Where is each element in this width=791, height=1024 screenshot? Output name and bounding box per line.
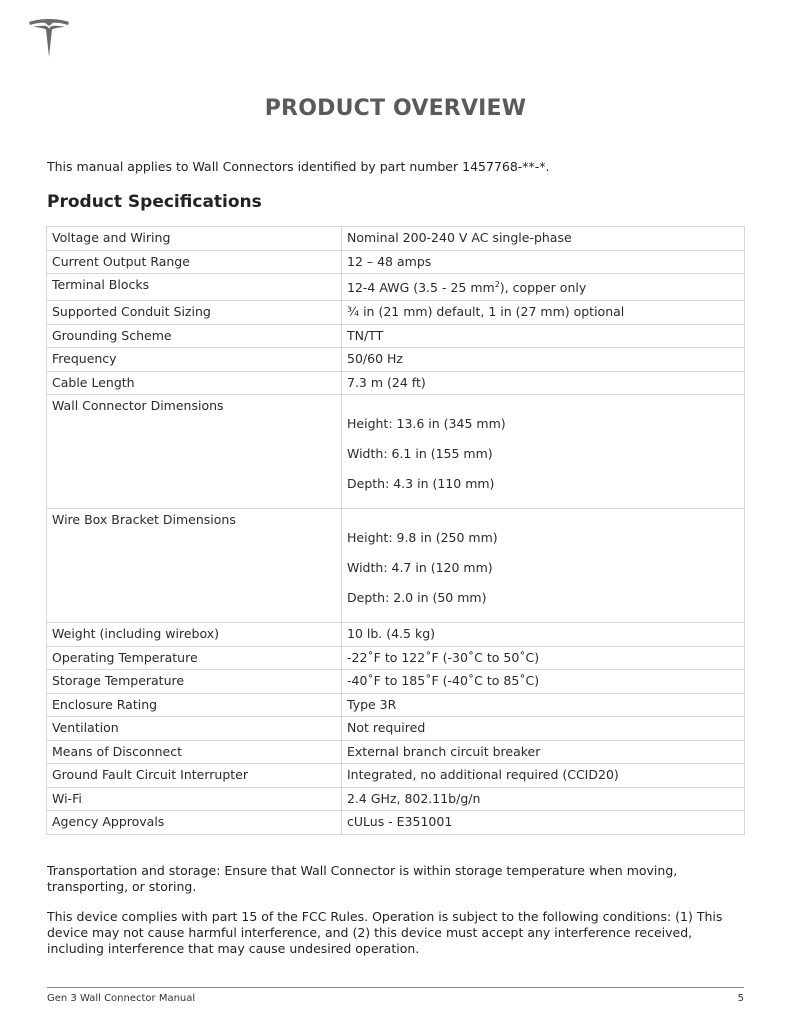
intro-text: This manual applies to Wall Connectors identified by part number 1457768-**-*. — [47, 159, 550, 174]
spec-value: External branch circuit breaker — [342, 740, 745, 764]
spec-value-part: 12-4 AWG (3.5 - 25 mm — [347, 280, 495, 295]
table-row — [47, 811, 745, 835]
dimension-depth: Depth: 2.0 in (50 mm) — [347, 590, 487, 605]
spec-label: Terminal Blocks — [47, 274, 342, 301]
dimension-width: Width: 4.7 in (120 mm) — [347, 560, 493, 575]
table-row — [47, 693, 745, 717]
tesla-t-logo-icon — [27, 18, 71, 58]
spec-label: Grounding Scheme — [47, 324, 342, 348]
table-row — [47, 227, 745, 251]
fcc-note: This device complies with part 15 of the FCC Rules. Operation is subject to the following conditions: (1) This device may not cause harmful interference, and (2) this device must accept any interference received, including interference that may cause undesired operation. — [47, 909, 723, 956]
spec-value-part: ), copper only — [499, 280, 587, 295]
spec-label: Voltage and Wiring — [47, 227, 342, 251]
spec-value: cULus - E351001 — [342, 811, 745, 835]
table-row — [47, 509, 745, 623]
spec-value — [342, 395, 745, 509]
spec-label: Enclosure Rating — [47, 693, 342, 717]
spec-label: Weight (including wirebox) — [47, 623, 342, 647]
spec-label: Storage Temperature — [47, 670, 342, 694]
spec-label: Wire Box Bracket Dimensions — [47, 509, 342, 623]
dimension-depth: Depth: 4.3 in (110 mm) — [347, 476, 495, 491]
table-row — [47, 646, 745, 670]
spec-value — [342, 274, 745, 301]
spec-value: 7.3 m (24 ft) — [342, 371, 745, 395]
spec-label: Wi-Fi — [47, 787, 342, 811]
table-row — [47, 623, 745, 647]
spec-label: Current Output Range — [47, 250, 342, 274]
spec-value: Nominal 200-240 V AC single-phase — [342, 227, 745, 251]
spec-label: Ground Fault Circuit Interrupter — [47, 764, 342, 788]
transport-note: Transportation and storage: Ensure that Wall Connector is within storage temperature when moving, transporting, or storing. — [47, 863, 678, 894]
table-row — [47, 787, 745, 811]
spec-value: Integrated, no additional required (CCID20) — [342, 764, 745, 788]
table-row — [47, 274, 745, 301]
footer-manual-name: Gen 3 Wall Connector Manual — [47, 993, 196, 1004]
table-row — [47, 371, 745, 395]
table-row — [47, 670, 745, 694]
spec-label: Agency Approvals — [47, 811, 342, 835]
spec-value: Type 3R — [342, 693, 745, 717]
spec-table — [46, 226, 745, 835]
table-row — [47, 764, 745, 788]
table-row — [47, 740, 745, 764]
table-row — [47, 717, 745, 741]
dimension-width: Width: 6.1 in (155 mm) — [347, 446, 493, 461]
spec-label: Supported Conduit Sizing — [47, 301, 342, 325]
dimension-height: Height: 9.8 in (250 mm) — [347, 530, 498, 545]
page-title: PRODUCT OVERVIEW — [264, 96, 527, 121]
dimension-height: Height: 13.6 in (345 mm) — [347, 416, 506, 431]
table-row — [47, 250, 745, 274]
footer-divider — [47, 987, 744, 988]
spec-label: Cable Length — [47, 371, 342, 395]
spec-value — [342, 509, 745, 623]
spec-value: 2.4 GHz, 802.11b/g/n — [342, 787, 745, 811]
spec-value: 10 lb. (4.5 kg) — [342, 623, 745, 647]
spec-value: 50/60 Hz — [342, 348, 745, 372]
footer-page-number: 5 — [737, 993, 744, 1004]
spec-label: Operating Temperature — [47, 646, 342, 670]
spec-label: Wall Connector Dimensions — [47, 395, 342, 509]
spec-label: Frequency — [47, 348, 342, 372]
table-row — [47, 348, 745, 372]
table-row — [47, 324, 745, 348]
spec-value: ¾ in (21 mm) default, 1 in (27 mm) optional — [342, 301, 745, 325]
spec-value: -40˚F to 185˚F (-40˚C to 85˚C) — [342, 670, 745, 694]
spec-value: 12 – 48 amps — [342, 250, 745, 274]
table-row — [47, 301, 745, 325]
spec-label: Means of Disconnect — [47, 740, 342, 764]
spec-value: Not required — [342, 717, 745, 741]
spec-label: Ventilation — [47, 717, 342, 741]
spec-value: TN/TT — [342, 324, 745, 348]
table-row — [47, 395, 745, 509]
spec-value: -22˚F to 122˚F (-30˚C to 50˚C) — [342, 646, 745, 670]
superscript: 2 — [494, 279, 500, 289]
section-heading: Product Specifications — [47, 192, 262, 212]
